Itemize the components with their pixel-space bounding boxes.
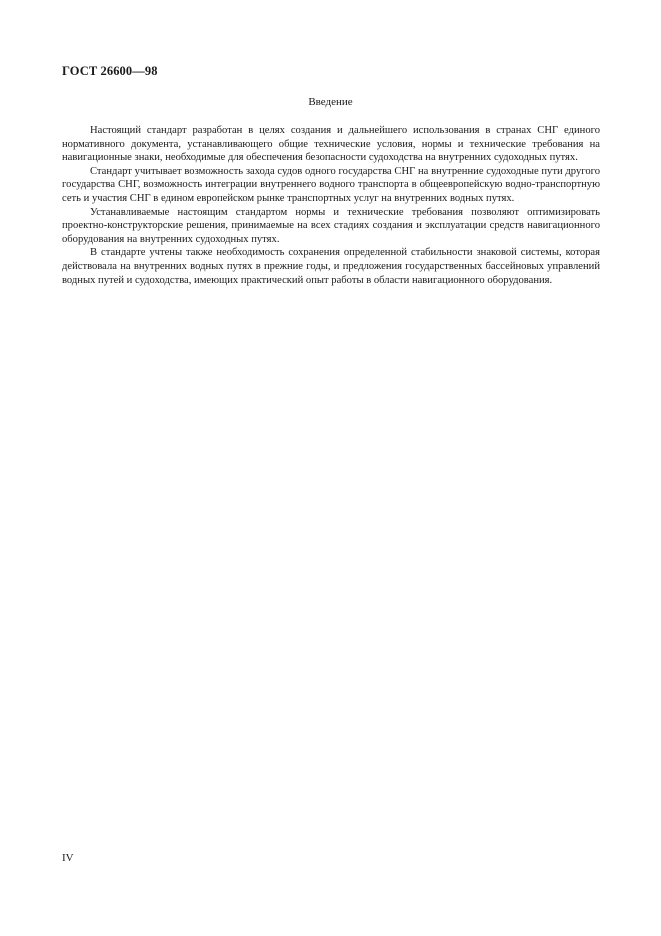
document-code-header: ГОСТ 26600—98 xyxy=(62,64,158,78)
page-number: IV xyxy=(62,852,74,864)
paragraph-4: В стандарте учтены также необходимость сохранения определенной стабильности знаковой системы, которая действовала на внутренних водных путях в прежние годы, и предложения государственных бассейновых управлений водных путей и судоходства, имеющих практический опыт работы в области навигационного оборудования. xyxy=(62,247,600,286)
introduction-body xyxy=(62,124,600,287)
paragraph-3: Устанавливаемые настоящим стандартом нормы и технические требования позволяют оптимизировать проектно-конструкторские решения, принимаемые на всех стадиях создания и эксплуатации средств навигационного оборудования на внутренних судоходных путях. xyxy=(62,206,600,245)
paragraph-1: Настоящий стандарт разработан в целях создания и дальнейшего использования в странах СНГ единого нормативного документа, устанавливающего общие технические условия, нормы и технические требования на навигационные знаки, необходимые для обеспечения безопасности судоходства на внутренних судоходных путях. xyxy=(62,125,600,164)
section-title: Введение xyxy=(308,96,353,108)
paragraph-2: Стандарт учитывает возможность захода судов одного государства СНГ на внутренние судоходные пути другого государства СНГ, возможность интеграции внутреннего водного транспорта в общеевропейскую водно-транспортную сеть и участия СНГ в едином европейском рынке транспортных услуг на внутренних водных путях. xyxy=(62,165,600,204)
